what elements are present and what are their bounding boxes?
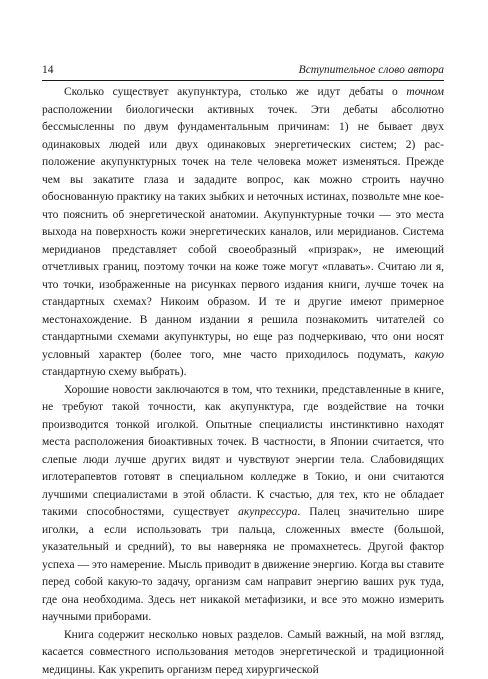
paragraph-2 [42,382,444,627]
paragraph-1-segment-3: расположении биологически активных точек. Эти дебаты абсолютно бессмысленны по двум фундаментальным причинам: 1) не бывает двух одинаковых людей или двух одинаковых энергетических систем; 2) расположение акупунктурных точек на теле человека может изменяться. Прежде чем вы закатите глаза и зададите вопрос, как можно строить научно обоснованную практику на таких зыбких и неточных истинах, позвольте мне кое-что пояснить об энергетической анатомии. Акупунктурные точки — это места выхода на поверхность кожи энергетических каналов, или меридианов. Система меридианов представляет собой своеобразный «призрак», не имеющий отчетливых границ, поэтому точки на коже тоже могут «плавать». Считаю ли я, что точки, изображенные на рисунках первого издания книги, лучше точек на стандартных схемах? Никоим образом. И те и другие имеют примерное местонахождение. В данном издании я решила познакомить читателей со стандартными схемами акупунктуры, но еще раз подчеркиваю, что они носят условный характер (более того, мне часто приходилось подумать, [42,104,444,361]
paragraph-1 [42,84,444,382]
section-title: Вступительное слово автора [299,62,444,78]
paragraph-2-segment-3: . Палец значительно шире иголки, а если использовать три пальца, сложенных вместе (большой, указательный и средний), то вы наверняка не промахнетесь. Другой фактор успеха — это намерение. Мысль приводит в движение энергию. Когда вы ставите перед собой какую-то задачу, организм сам направит энергию ваших рук туда, где она необходима. Здесь нет никакой метафизики, и все это можно измерить научными приборами. [42,506,444,623]
emphasis-kakuyu: какую [415,349,444,361]
running-header [42,62,444,78]
emphasis-akupressura: акупрессура [238,506,297,518]
emphasis-tochnom: точном [406,86,444,98]
paragraph-3-segment-1: Книга содержит несколько новых разделов. Самый важный, на мой взгляд, касается совместного использования методов энергетической и традиционной медицины. Как укрепить организм перед хирургической [42,629,444,676]
paragraph-1-segment-1: Сколько существует акупунктура, столько же идут дебаты о [64,86,406,98]
page-number: 14 [42,62,54,78]
paragraph-3 [42,627,444,679]
paragraph-2-segment-1: Хорошие новости заключаются в том, что техники, представленные в книге, не требуют такой точности, как акупунктура, где воздействие на точки производится тонкой иголкой. Опытные специалисты инстинктивно находят места расположения биоактивных точек. В частности, в Японии считается, что слепые люди лучше других видят и чувствуют энергии тела. Слабовидящих иглотерапевтов готовят в специальном колледже в Токио, и они считаются лучшими специалистами в этой области. К счастью, для тех, кто не обладает такими способностями, существует [42,384,444,519]
paragraph-1-segment-5: стандартную схему выбрать). [42,366,186,378]
body-text [42,84,444,679]
header-rule [42,80,444,81]
